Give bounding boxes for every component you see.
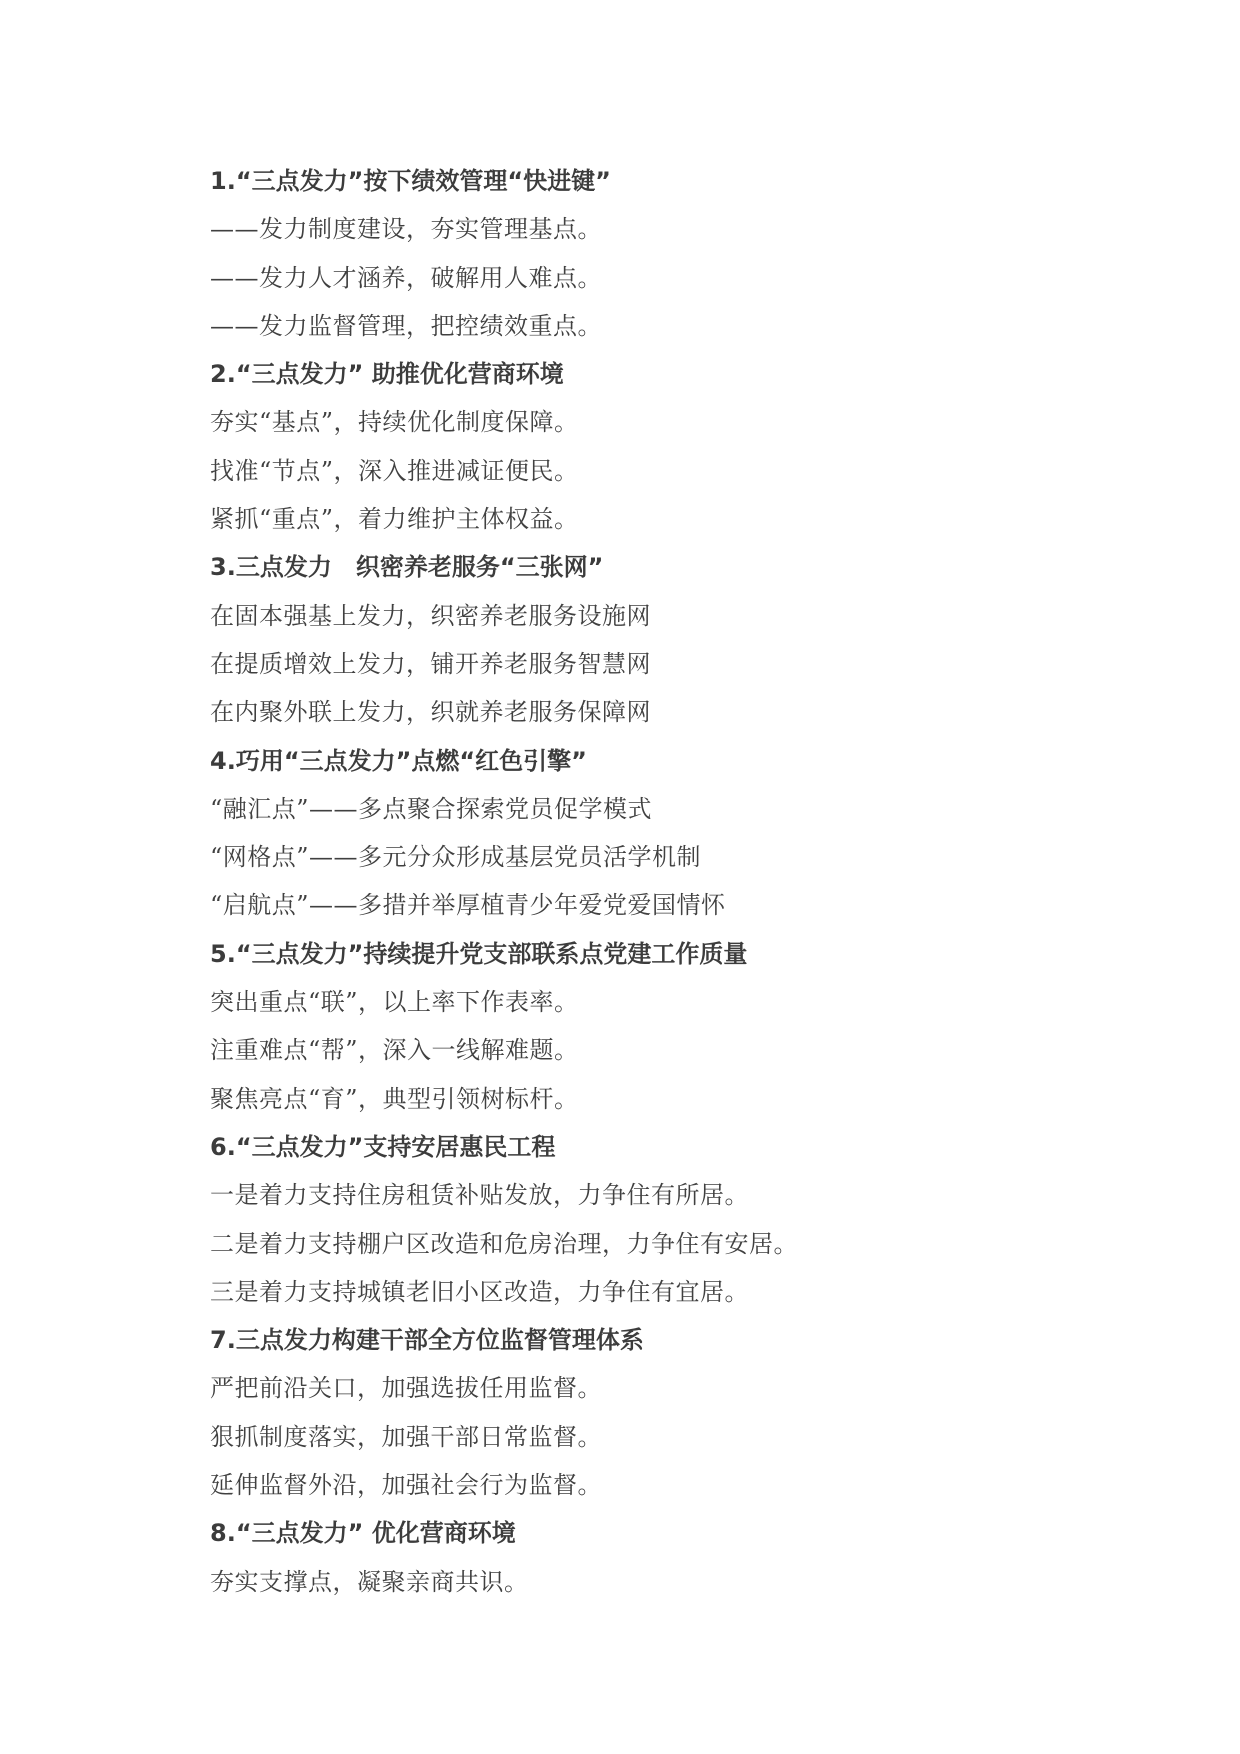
- section-line: 严把前沿关口，加强选拔任用监督。: [210, 1374, 602, 1403]
- section-7: [210, 1316, 1110, 1509]
- section-line: 夯实“基点”，持续优化制度保障。: [210, 408, 579, 437]
- section-line: 在内聚外联上发力，织就养老服务保障网: [210, 698, 651, 727]
- section-3: [210, 543, 1110, 736]
- section-line: 二是着力支持棚户区改造和危房治理，力争住有安居。: [210, 1229, 798, 1258]
- section-heading: 5.“三点发力”持续提升党支部联系点党建工作质量: [210, 939, 748, 968]
- section-heading: 3.三点发力 织密养老服务“三张网”: [210, 553, 604, 582]
- document-body: [210, 157, 1110, 1606]
- section-line: 紧抓“重点”，着力维护主体权益。: [210, 505, 579, 534]
- section-line: 一是着力支持住房租赁补贴发放，力争住有所居。: [210, 1181, 749, 1210]
- section-line: 突出重点“联”，以上率下作表率。: [210, 988, 579, 1017]
- section-heading: 6.“三点发力”支持安居惠民工程: [210, 1132, 556, 1161]
- section-2: [210, 350, 1110, 543]
- section-4: [210, 737, 1110, 930]
- section-1: [210, 157, 1110, 350]
- section-heading: 7.三点发力构建干部全方位监督管理体系: [210, 1326, 644, 1355]
- section-8: [210, 1509, 1110, 1606]
- section-line: 找准“节点”，深入推进减证便民。: [210, 456, 579, 485]
- section-line: 夯实支撑点，凝聚亲商共识。: [210, 1567, 529, 1596]
- section-line: 在固本强基上发力，织密养老服务设施网: [210, 601, 651, 630]
- section-line: ——发力监督管理，把控绩效重点。: [210, 311, 602, 340]
- section-heading: 4.巧用“三点发力”点燃“红色引擎”: [210, 746, 587, 775]
- section-line: 狠抓制度落实，加强干部日常监督。: [210, 1422, 602, 1451]
- section-line: 注重难点“帮”，深入一线解难题。: [210, 1036, 579, 1065]
- section-line: ——发力人才涵养，破解用人难点。: [210, 263, 602, 292]
- section-line: ——发力制度建设，夯实管理基点。: [210, 215, 602, 244]
- section-heading: 8.“三点发力” 优化营商环境: [210, 1519, 516, 1548]
- section-line: 延伸监督外沿，加强社会行为监督。: [210, 1471, 602, 1500]
- section-line: 聚焦亮点“育”，典型引领树标杆。: [210, 1084, 579, 1113]
- section-6: [210, 1123, 1110, 1316]
- section-line: “启航点”——多措并举厚植青少年爱党爱国情怀: [210, 891, 726, 920]
- section-5: [210, 930, 1110, 1123]
- section-heading: 1.“三点发力”按下绩效管理“快进键”: [210, 167, 611, 195]
- section-line: 三是着力支持城镇老旧小区改造，力争住有宜居。: [210, 1277, 749, 1306]
- section-line: “网格点”——多元分众形成基层党员活学机制: [210, 843, 702, 872]
- section-heading: 2.“三点发力” 助推优化营商环境: [210, 360, 564, 389]
- section-line: “融汇点”——多点聚合探索党员促学模式: [210, 794, 653, 823]
- section-line: 在提质增效上发力，铺开养老服务智慧网: [210, 649, 651, 678]
